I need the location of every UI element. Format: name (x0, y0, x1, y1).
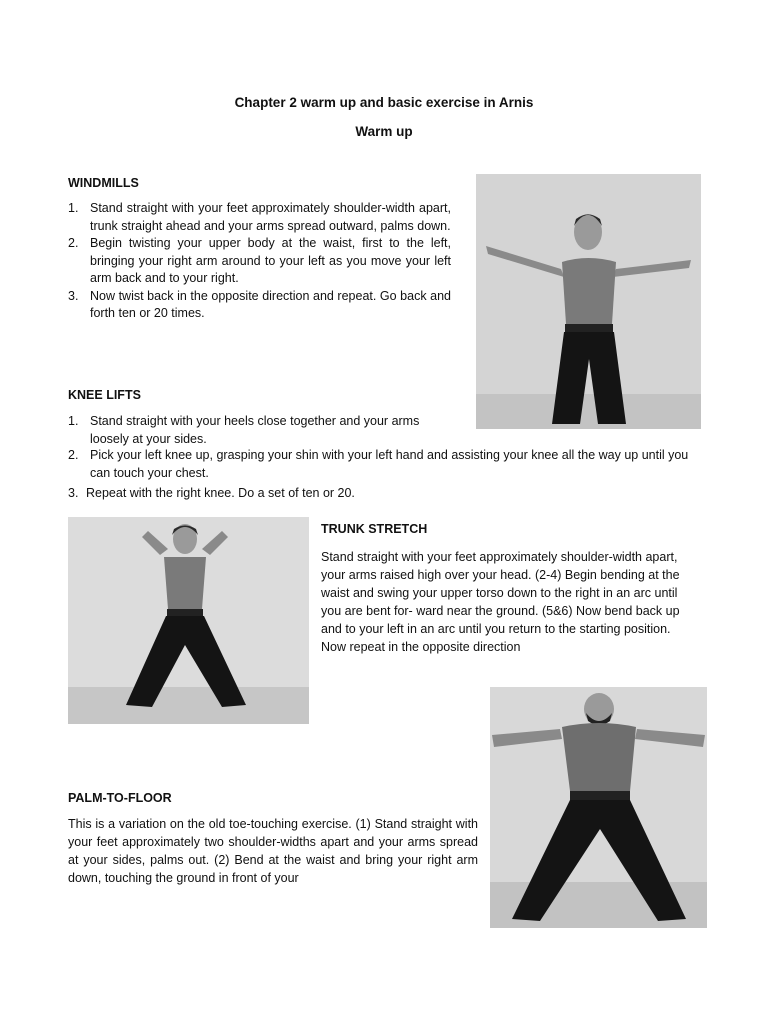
palm-to-floor-photo (490, 687, 707, 928)
windmills-heading: WINDMILLS (68, 176, 139, 190)
section-subtitle: Warm up (355, 124, 413, 139)
chapter-title: Chapter 2 warm up and basic exercise in Arnis (234, 95, 534, 110)
trunk-stretch-heading: TRUNK STRETCH (321, 522, 428, 536)
knee-lifts-heading: KNEE LIFTS (68, 388, 141, 402)
step-text: Now twist back in the opposite direction and repeat. Go back and forth ten or 20 times. (90, 288, 451, 320)
step-number: 2. (68, 236, 79, 250)
knee-lifts-step-2 (68, 447, 704, 482)
step-text: Stand straight with your heels close together and your arms loosely at your sides. (90, 414, 420, 446)
windmills-photo (476, 174, 701, 429)
trunk-stretch-text: Stand straight with your feet approximately shoulder-width apart, your arms raised high over your head. (2-4) Begin bending at the waist and swing your upper torso down to the right in an arc until you are bent for- ward near the ground. (5&6) Now bend back up and to your left in an arc until you return to the starting position. Now repeat in the opposite direction (321, 550, 680, 654)
step-text: Repeat with the right knee. Do a set of ten or 20. (86, 486, 355, 500)
palm-to-floor-text: This is a variation on the old toe-touching exercise. (1) Stand straight with your feet approximately two shoulder-widths apart and your arms spread at your sides, palms out. (2) Bend at the waist and bring your right arm down, touching the ground in front of your (68, 817, 478, 885)
step-number: 3. (68, 486, 79, 500)
list-item (68, 200, 451, 235)
list-item (68, 288, 451, 323)
knee-lifts-step-1 (68, 413, 448, 448)
step-number: 2. (68, 448, 79, 462)
step-text: Stand straight with your feet approximately shoulder-width apart, trunk straight ahead and your arms spread outward, palms down. (90, 201, 451, 233)
step-number: 1. (68, 414, 79, 428)
step-number: 1. (68, 201, 79, 215)
windmills-steps (68, 200, 451, 323)
list-item (68, 235, 451, 288)
knee-lifts-step-3 (68, 485, 704, 503)
step-number: 3. (68, 288, 79, 303)
palm-to-floor-heading: PALM-TO-FLOOR (68, 791, 172, 805)
step-text: Pick your left knee up, grasping your shin with your left hand and assisting your knee all the way up until you can touch your chest. (90, 448, 689, 480)
trunk-stretch-photo (68, 517, 309, 724)
step-text: Begin twisting your upper body at the waist, first to the left, bringing your right arm around to your left as you move your left arm back and to your right. (90, 236, 451, 285)
